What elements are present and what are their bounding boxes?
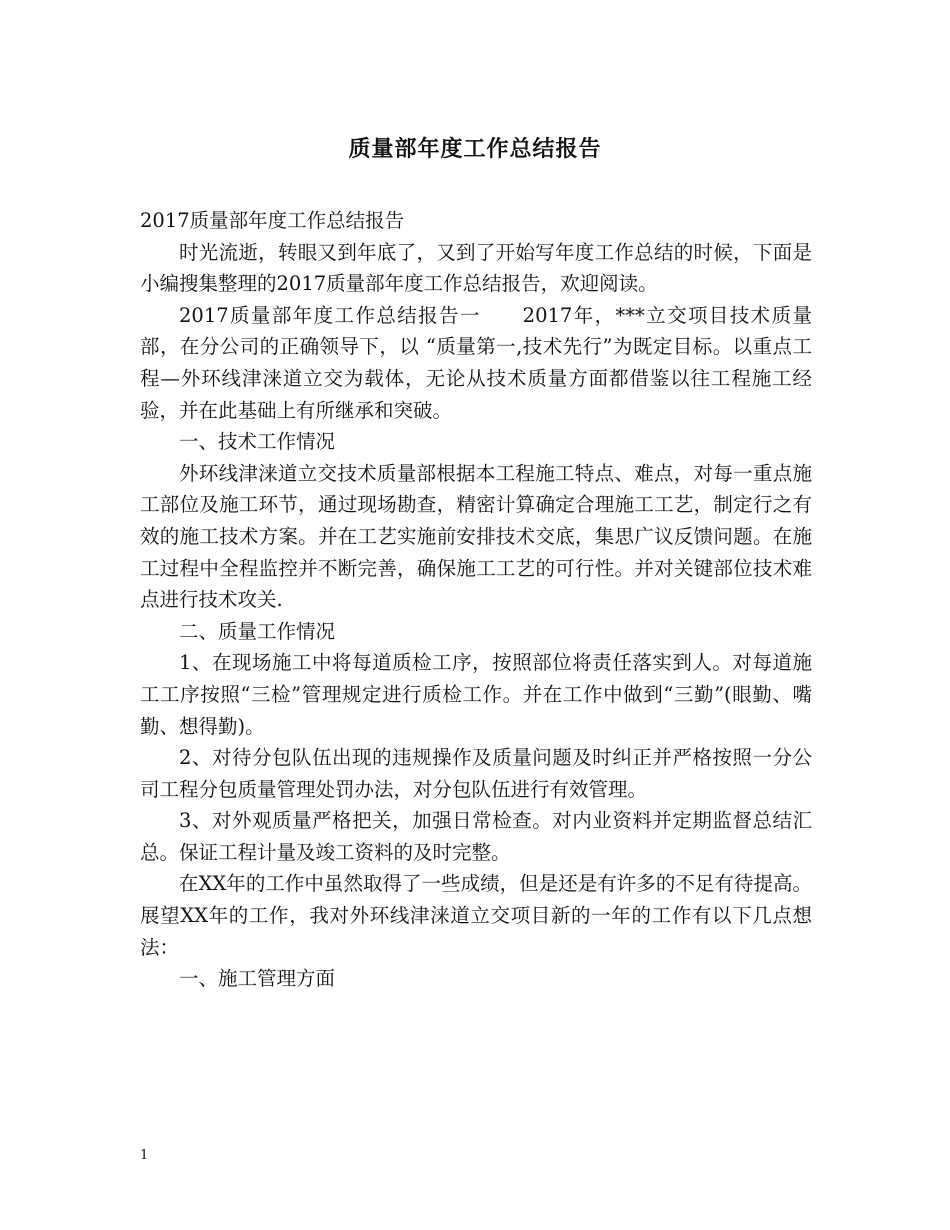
- paragraph-quality-1: 1、在现场施工中将每道质检工序，按照部位将责任落实到人。对每道施工工序按照“三检”管理规定进行质检工作。并在工作中做到“三勤”(眼勤、嘴勤、想得勤)。: [140, 651, 812, 738]
- section-heading-construction: 一、施工管理方面: [179, 967, 336, 991]
- document-title: 质量部年度工作总结报告: [348, 136, 602, 162]
- section-heading-quality: 二、质量工作情况: [179, 619, 336, 643]
- paragraph-technical: 外环线津涞道立交技术质量部根据本工程施工特点、难点，对每一重点施工部位及施工环节，通过现场勘查，精密计算确定合理施工工艺，制定行之有效的施工技术方案。并在工艺实施前安排技术交底，集思广议反馈问题。在施工过程中全程监控并不断完善，确保施工工艺的可行性。并对关键部位技术难点进行技术攻关.: [140, 461, 812, 612]
- paragraph-outlook: 在XX年的工作中虽然取得了一些成绩，但是还是有许多的不足有待提高。展望XX年的工作，我对外环线津涞道立交项目新的一年的工作有以下几点想法：: [140, 872, 812, 959]
- paragraph-quality-2: 2、对待分包队伍出现的违规操作及质量问题及时纠正并严格按照一分公司工程分包质量管理处罚办法，对分包队伍进行有效管理。: [140, 746, 812, 801]
- paragraph-intro: 时光流逝，转眼又到年底了，又到了开始写年度工作总结的时候，下面是小编搜集整理的2017质量部年度工作总结报告，欢迎阅读。: [140, 240, 812, 296]
- paragraph-heading: 2017质量部年度工作总结报告: [140, 209, 405, 232]
- paragraph-report-one: 2017质量部年度工作总结报告一 2017年，***立交项目技术质量部，在分公司的正确领导下，以 “质量第一,技术先行”为既定目标。以重点工程—外环线津涞道立交为载体，无论从技术质量方面都借鉴以往工程施工经验，并在此基础上有所继承和突破。: [140, 303, 812, 422]
- page-number: 1: [140, 1148, 149, 1163]
- paragraph-quality-3: 3、对外观质量严格把关，加强日常检查。对内业资料并定期监督总结汇总。保证工程计量及竣工资料的及时完整。: [140, 809, 812, 864]
- document-body: [140, 205, 812, 995]
- section-heading-technical: 一、技术工作情况: [179, 430, 336, 454]
